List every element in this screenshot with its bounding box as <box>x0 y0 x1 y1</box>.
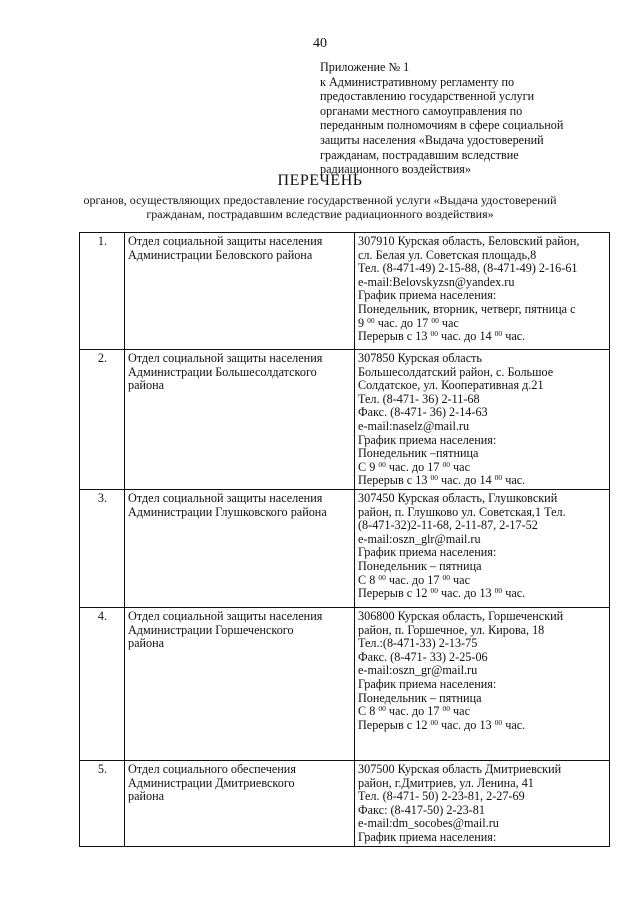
contact-line: Факс: (8-417-50) 2-23-81 <box>358 802 485 817</box>
to-word: час. до <box>441 586 477 601</box>
row-number: 4. <box>80 607 125 760</box>
working-hours-line <box>358 705 607 719</box>
contact-line: Тел. (8-471-49) 2-15-88, (8-471-49) 2-16-61 <box>358 261 578 276</box>
lunch-start: 13 <box>415 473 428 488</box>
hours-end: 17 <box>427 572 440 587</box>
office-contacts-cell <box>355 489 610 607</box>
lunch-start: 13 <box>415 329 428 344</box>
office-name-line: Администрации Дмитриевского <box>128 775 295 790</box>
contact-line: Понедельник – пятница <box>358 558 482 573</box>
appendix-line: переданным полномочиям в сфере социальной <box>320 118 564 133</box>
office-name-line: Администрации Беловского района <box>128 247 313 262</box>
table-row <box>80 607 610 760</box>
contact-line: e-mail:naselz@mail.ru <box>358 418 470 433</box>
subtitle-line: органов, осуществляющих предоставление государственной услуги «Выдача удостоверений <box>83 193 557 207</box>
appendix-line: предоставлению государственной услуги <box>320 89 535 104</box>
contact-line: Понедельник – пятница <box>358 690 482 705</box>
lunch-start: 12 <box>415 586 428 601</box>
offices-table <box>79 232 610 847</box>
office-contacts-cell <box>355 350 610 490</box>
office-name-line: Отдел социального обеспечения <box>128 761 296 776</box>
contact-line: График приема населения: <box>358 432 497 447</box>
contact-line: e-mail:Belovskyzsn@yandex.ru <box>358 274 515 289</box>
lunch-break-line: Перерыв с 13 $^{00}$ час. до 14 $^{00}$ час. <box>358 329 526 344</box>
offices-table-body <box>80 233 610 847</box>
from-prefix: С <box>358 572 367 587</box>
contact-line: e-mail:dm_socobes@mail.ru <box>358 816 499 831</box>
table-row <box>80 350 610 490</box>
appendix-line: защиты населения «Выдача удостоверений <box>320 132 544 147</box>
appendix-line: гражданам, пострадавшим вследствие <box>320 147 519 162</box>
superscript-minutes: 00 <box>430 717 438 727</box>
contact-line: e-mail:oszn_glr@mail.ru <box>358 531 481 546</box>
contact-line: (8-471-32)2-11-68, 2-11-87, 2-17-52 <box>358 518 538 533</box>
superscript-minutes: 00 <box>494 586 503 596</box>
contact-line: График приема населения: <box>358 676 497 691</box>
lunch-end: 14 <box>479 473 492 488</box>
office-name-line: Администрации Глушковского района <box>128 504 327 519</box>
lunch-prefix: Перерыв с <box>358 329 413 344</box>
row-number: 5. <box>80 760 125 846</box>
contact-line: График приема населения: <box>358 288 497 303</box>
superscript-minutes: 00 <box>378 572 386 582</box>
to-word: час. до <box>388 704 425 719</box>
hours-end: 17 <box>427 459 440 474</box>
to-word: час. до <box>388 572 425 587</box>
contact-line: район, г.Дмитриев, ул. Ленина, 41 <box>358 775 534 790</box>
contact-line: Тел.:(8-471-33) 2-13-75 <box>358 636 478 651</box>
to-word: час. до <box>377 315 414 330</box>
to-word: час. до <box>441 473 477 488</box>
appendix-header <box>320 60 610 177</box>
office-name-line: Отдел социальной защиты населения <box>128 351 323 365</box>
lunch-prefix: Перерыв с <box>358 717 413 732</box>
contact-line: e-mail:oszn_gr@mail.ru <box>358 663 478 678</box>
office-name-line: Отдел социальной защиты населения <box>128 234 323 248</box>
superscript-minutes: 00 <box>378 459 386 469</box>
office-name-cell <box>125 233 355 350</box>
contact-line: Факс. (8-471- 33) 2-25-06 <box>358 649 488 664</box>
lunch-start: 12 <box>415 717 428 732</box>
hours-suffix: час <box>505 717 523 732</box>
superscript-minutes: 00 <box>442 704 450 714</box>
superscript-minutes: 00 <box>442 459 450 469</box>
table-row <box>80 489 610 607</box>
superscript-minutes: 00 <box>430 586 438 596</box>
contact-line: 307450 Курская область, Глушковский <box>358 490 558 505</box>
lunch-prefix: Перерыв с <box>358 473 413 488</box>
lunch-break-line: Перерыв с 13 $^{00}$ час. до 14 $^{00}$ час. <box>358 473 526 488</box>
office-name-cell <box>125 760 355 846</box>
superscript-minutes: 00 <box>367 315 375 325</box>
lunch-break-line: Перерыв с 12 $^{00}$ час. до 13 $^{00}$ час. <box>358 586 526 601</box>
contact-line: 307500 Курская область Дмитриевский <box>358 761 562 776</box>
appendix-line: к Административному регламенту по <box>320 74 515 89</box>
appendix-line: радиационного воздействия» <box>320 162 471 177</box>
hours-end: 17 <box>416 315 429 330</box>
superscript-minutes: 00 <box>494 329 503 339</box>
office-contacts-cell <box>355 760 610 846</box>
hours-suffix: час <box>453 459 470 474</box>
contact-line: Тел. (8-471- 36) 2-11-68 <box>358 391 480 406</box>
working-hours-line <box>358 574 607 588</box>
contact-line: район, п. Горшечное, ул. Кирова, 18 <box>358 622 545 637</box>
lunch-prefix: Перерыв с <box>358 586 413 601</box>
appendix-line: Приложение № 1 <box>320 60 410 74</box>
row-number: 2. <box>80 350 125 490</box>
office-name-line: Администрации Большесолдатского <box>128 364 317 379</box>
hours-suffix: час <box>453 572 470 587</box>
hours-suffix: час <box>505 586 523 601</box>
lunch-end: 13 <box>479 586 492 601</box>
contact-line: 306800 Курская область, Горшеченский <box>358 608 564 623</box>
superscript-minutes: 00 <box>378 704 386 714</box>
document-title: ПЕРЕЧЕНЬ <box>277 172 363 189</box>
contact-line: 307850 Курская область <box>358 351 482 365</box>
lunch-break-line: Перерыв с 12 $^{00}$ час. до 13 $^{00}$ час. <box>358 717 526 732</box>
contact-line: Понедельник, вторник, четверг, пятница с <box>358 301 576 316</box>
office-name-cell <box>125 350 355 490</box>
superscript-minutes: 00 <box>494 717 503 727</box>
contact-line: Факс. (8-471- 36) 2-14-63 <box>358 405 488 420</box>
document-subtitle <box>60 193 580 221</box>
hours-start: 8 <box>369 572 376 587</box>
superscript-minutes: 00 <box>442 572 450 582</box>
contact-line: сл. Белая ул. Советская площадь,8 <box>358 247 537 262</box>
row-number: 3. <box>80 489 125 607</box>
working-hours-line <box>358 317 607 331</box>
office-name-line: района <box>128 378 165 393</box>
table-row <box>80 233 610 350</box>
superscript-minutes: 00 <box>430 473 438 483</box>
office-name-line: Отдел социальной защиты населения <box>128 608 323 623</box>
lunch-end: 13 <box>479 717 492 732</box>
contact-line: Тел. (8-471- 50) 2-23-81, 2-27-69 <box>358 789 525 804</box>
contact-line: район, п. Глушково ул. Советская,1 Тел. <box>358 504 566 519</box>
hours-suffix: час <box>505 473 523 488</box>
lunch-end: 14 <box>479 329 492 344</box>
table-row <box>80 760 610 846</box>
row-number: 1. <box>80 233 125 350</box>
office-name-cell <box>125 607 355 760</box>
office-name-line: Администрации Горшеченского <box>128 622 294 637</box>
contact-line: Понедельник –пятница <box>358 446 479 461</box>
from-prefix: С <box>358 704 367 719</box>
superscript-minutes: 00 <box>494 473 503 483</box>
subtitle-line: гражданам, пострадавшим вследствие радиационного воздействия» <box>146 207 494 221</box>
contact-line: График приема населения: <box>358 545 497 560</box>
office-name-cell <box>125 489 355 607</box>
to-word: час. до <box>441 717 477 732</box>
hours-suffix: час <box>505 329 523 344</box>
working-hours-line <box>358 461 607 475</box>
office-contacts-cell <box>355 233 610 350</box>
hours-end: 17 <box>427 704 440 719</box>
to-word: час. до <box>388 459 425 474</box>
hours-start: 8 <box>369 704 376 719</box>
contact-line: График приема населения: <box>358 829 497 844</box>
office-contacts-cell <box>355 607 610 760</box>
contact-line: Большесолдатский район, с. Большое <box>358 364 554 379</box>
page-number: 40 <box>313 36 327 51</box>
appendix-line: органами местного самоуправления по <box>320 103 523 118</box>
office-name-line: района <box>128 789 165 804</box>
hours-suffix: час <box>441 315 459 330</box>
hours-suffix: час <box>453 704 470 719</box>
office-name-line: района <box>128 636 165 651</box>
superscript-minutes: 00 <box>430 329 438 339</box>
contact-line: Солдатское, ул. Кооперативная д.21 <box>358 378 544 393</box>
to-word: час. до <box>441 329 477 344</box>
superscript-minutes: 00 <box>431 315 439 325</box>
from-prefix: С <box>358 459 367 474</box>
contact-line: 307910 Курская область, Беловский район, <box>358 234 580 248</box>
hours-start: 9 <box>369 459 376 474</box>
hours-start: 9 <box>358 315 365 330</box>
office-name-line: Отдел социальной защиты населения <box>128 490 323 505</box>
